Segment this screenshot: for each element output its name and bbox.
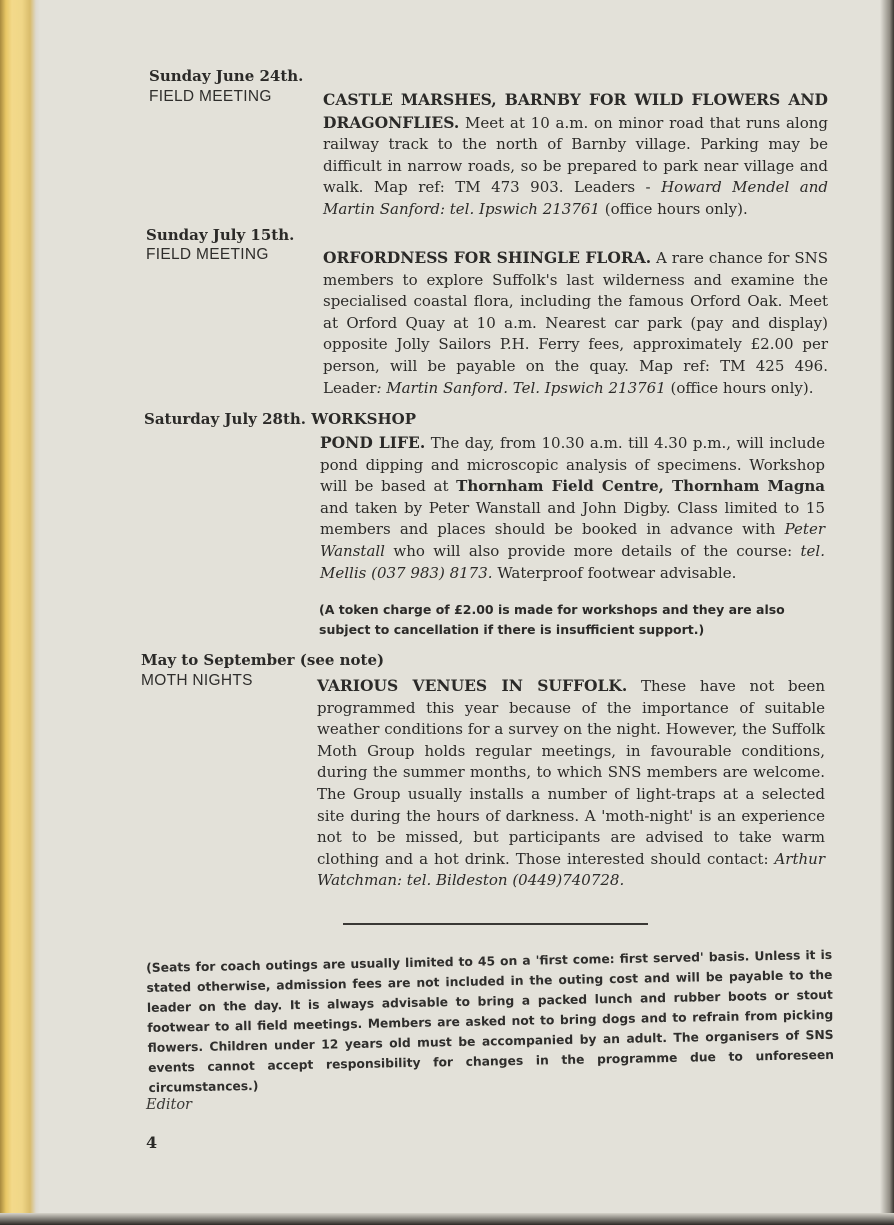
event-title: POND LIFE. [320,433,426,452]
event-contact-tel: tel. Mellis (037 983) 8173. [320,541,825,582]
event-description [323,89,828,221]
event-leaders: : Martin Sanford. Tel. Ipswich 213761 [376,378,666,397]
event-text: A rare chance for SNS members to explore Suffolk's last wilderness and examine the specialised coastal flora, including the famous Orford Oak. Meet at Orford Quay at 10 a.m. Nearest car park (pay and display) opposite Jolly Sailors P.H. Ferry fees, approximately £2.00 per person, will be payable on the quay. Map ref: TM 425 496. Leader [323,249,829,397]
event-contact-name: Peter Wanstall [320,520,825,560]
event-text: Waterproof footwear advisable. [492,563,737,582]
event-date: Sunday July 15th. [146,226,295,244]
event-date: Saturday July 28th. WORKSHOP [144,410,416,428]
event-description [320,432,825,584]
event-text: and taken by Peter Wanstall and John Digby. Class limited to 15 members and places should be booked in advance with [320,498,825,539]
event-title: VARIOUS VENUES IN SUFFOLK. [317,676,628,695]
event-description [323,247,828,399]
workshop-note: (A token charge of £2.00 is made for workshops and they are also subject to cancellation if there is insufficient support.) [319,602,785,637]
event-text: Meet at 10 a.m. on minor road that runs along railway track to the north of Barnby village. Parking may be difficult in narrow roads, so be prepared to park near village and walk. Map ref: TM 473 903. Leaders - [323,113,828,197]
event-date: May to September (see note) [141,651,385,669]
event-title: CASTLE MARSHES, BARNBY FOR WILD FLOWERS AND DRAGONFLIES. [323,90,828,132]
event-contact: Arthur Watchman: tel. Bildeston (0449)740728. [317,849,825,890]
event-leaders: Howard Mendel and Martin Sanford: tel. Ipswich 213761 [323,178,828,218]
event-text: who will also provide more details of the course: [384,541,801,560]
event-text: These have not been programmed this year because of the importance of suitable weather conditions for a survey on the night. However, the Suffolk Moth Group holds regular meetings, in favourable conditions, during the summer months, to which SNS members are welcome. The Group usually installs a number of light-traps at a selected site during the hours of darkness. A 'moth-night' is an experience not to be missed, but participants are advised to take warm clothing and a hot drink. Those interested should contact: [317,677,825,868]
event-date: Sunday June 24th. [149,67,304,85]
section-divider [343,923,648,925]
event-type: MOTH NIGHTS [141,672,253,689]
page-number: 4 [146,1133,158,1152]
event-venue: Thornham Field Centre, Thornham Magna [456,477,825,496]
event-type: FIELD MEETING [149,88,272,105]
event-text: (office hours only). [599,199,748,218]
general-notice: (Seats for coach outings are usually limited to 45 on a 'first come: first served' basis. Unless it is stated otherwise, admission fees are not included in the outing cost and will be payable to the leader on the day. It is always advisable to bring a packed lunch and rubber boots or stout footwear to all field meetings. Members are asked not to bring dogs and to refrain from picking flowers. Children under 12 years old must be accompanied by an adult. The organisers of SNS events cannot accept responsibility for changes in the programme due to unforeseen circumstances.) [146,947,835,1095]
event-title: ORFORDNESS FOR SHINGLE FLORA. [323,248,652,267]
event-text: (office hours only). [665,378,814,397]
event-description [317,675,825,892]
editor-signature: Editor [146,1097,192,1113]
event-type: FIELD MEETING [146,246,269,263]
event-text: The day, from 10.30 a.m. till 4.30 p.m., will include pond dipping and microscopic analysis of specimens. Workshop will be based at [320,434,825,496]
